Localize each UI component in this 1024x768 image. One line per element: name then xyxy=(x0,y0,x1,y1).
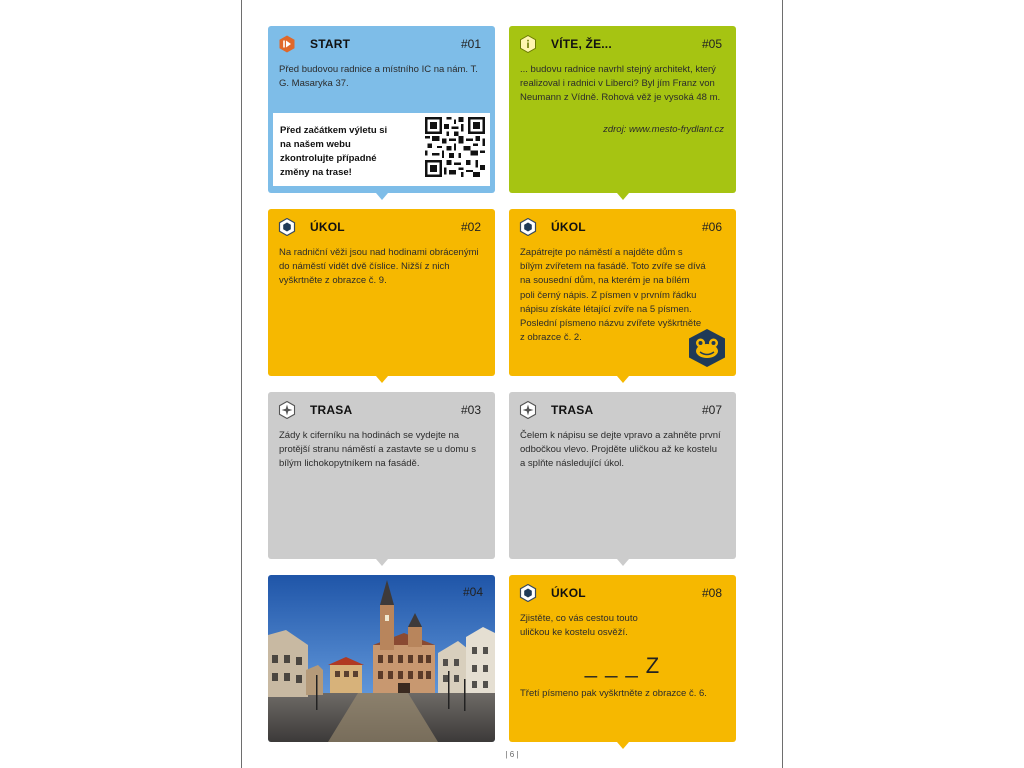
card-text: Zapátrejte po náměstí a najděte dům s bílým zvířetem na fasádě. Toto zvíře se dívá na sousední dům, na kterém je na bílém poli černý nápis. Z písmen v prvním řádku nápisu získáte létající zvíře na 5 písmen. Poslední písmeno názvu zvířete vyškrtněte z obrazce č. 2. xyxy=(520,247,706,344)
card-number: #01 xyxy=(460,37,481,51)
card-pointer xyxy=(617,193,629,200)
card-number: #05 xyxy=(701,37,722,51)
card-pointer xyxy=(617,376,629,383)
card-pointer xyxy=(617,742,629,749)
card-instruction: Třetí písmeno pak vyškrtněte z obrazce č. 6. xyxy=(520,688,707,699)
card-route-03 xyxy=(268,392,495,559)
card-pointer xyxy=(376,376,388,383)
compass-icon xyxy=(278,401,296,419)
town-hall-photo xyxy=(268,575,495,742)
card-title: TRASA xyxy=(310,403,353,417)
card-title: ÚKOL xyxy=(310,220,345,234)
start-icon xyxy=(278,35,296,53)
card-text: Zády k ciferníku na hodinách se vydejte na protější stranu náměstí a zastavte se u domu s bílým lichokopytníkem na fasádě. xyxy=(279,430,476,470)
card-header xyxy=(519,400,722,420)
card-task-06 xyxy=(509,209,736,376)
card-text: Na radniční věži jsou nad hodinami obrácenými do náměstí vidět dvě číslice. Nižší z nich vyškrtněte z obrazce č. 9. xyxy=(279,247,479,287)
answer-blanks: _ _ _ Z xyxy=(584,653,661,678)
card-number: #02 xyxy=(460,220,481,234)
card-header xyxy=(278,217,481,237)
card-header xyxy=(278,400,481,420)
card-pointer xyxy=(376,559,388,566)
card-start xyxy=(268,26,495,193)
route-notice-text: Před začátkem výletu si na našem webu zkontrolujte případné změny na trase! xyxy=(280,125,388,178)
card-title: ÚKOL xyxy=(551,220,586,234)
card-text: Před budovou radnice a místního IC na nám. T. G. Masaryka 37. xyxy=(279,64,478,90)
frog-mascot-icon xyxy=(686,328,728,368)
card-did-you-know xyxy=(509,26,736,193)
card-task-08 xyxy=(509,575,736,742)
document-page xyxy=(241,0,783,768)
qr-code[interactable] xyxy=(425,117,485,177)
card-title: ÚKOL xyxy=(551,586,586,600)
card-task-02 xyxy=(268,209,495,376)
compass-icon xyxy=(519,401,537,419)
card-route-07 xyxy=(509,392,736,559)
card-number: #06 xyxy=(701,220,722,234)
card-header xyxy=(519,34,722,54)
card-pointer xyxy=(617,559,629,566)
card-title: VÍTE, ŽE... xyxy=(551,37,612,51)
card-header xyxy=(519,217,722,237)
card-text: Zjistěte, co vás cestou touto uličkou ke kostelu osvěží. xyxy=(520,613,638,639)
card-pointer xyxy=(376,193,388,200)
card-number: #07 xyxy=(701,403,722,417)
page-number: | 6 | xyxy=(505,750,519,759)
card-text: Čelem k nápisu se dejte vpravo a zahněte první odbočkou vlevo. Projděte uličkou až ke kostelu a splňte následující úkol. xyxy=(520,430,721,470)
info-icon xyxy=(519,35,537,53)
card-number: #08 xyxy=(701,586,722,600)
task-icon xyxy=(278,218,296,236)
card-header xyxy=(278,34,481,54)
card-number: #04 xyxy=(462,585,483,599)
card-photo-town-hall xyxy=(268,575,495,742)
task-icon xyxy=(519,584,537,602)
card-number: #03 xyxy=(460,403,481,417)
card-text: ... budovu radnice navrhl stejný architekt, který realizoval i radnici v Liberci? Byl jím Franz von Neumann z Vídně. Rohová věž je vysoká 48 m. xyxy=(520,64,721,104)
task-icon xyxy=(519,218,537,236)
card-header xyxy=(519,583,722,603)
route-notice-box xyxy=(273,113,490,186)
card-title: TRASA xyxy=(551,403,594,417)
card-title: START xyxy=(310,37,351,51)
source-credit: zdroj: www.mesto-frydlant.cz xyxy=(603,124,724,135)
